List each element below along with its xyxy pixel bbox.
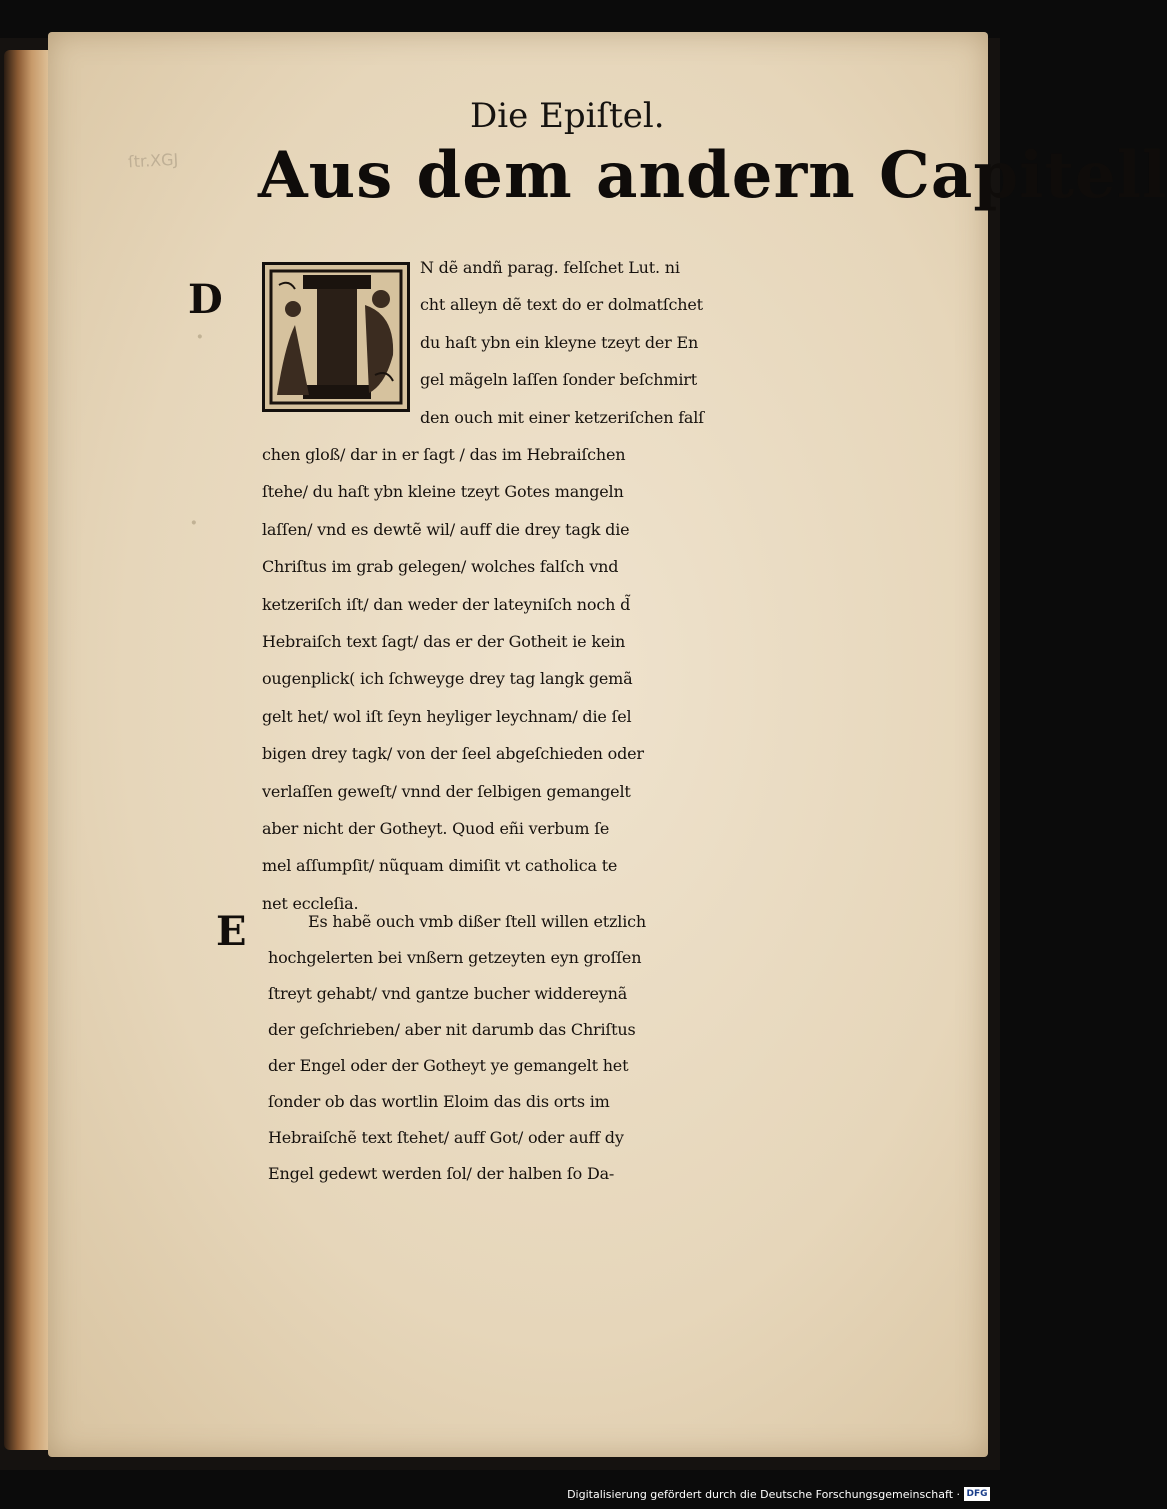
footer-credit: Digitalisierung gefördert durch die Deutsche Forschungsgemeinschaft · [567,1488,960,1501]
text-line: Hebraiſchẽ text ſtehet/ auff Got/ oder auff dy [268,1128,624,1147]
text-line: Hebraiſch text ſagt/ das er der Gotheit ie kein [262,632,626,651]
page-edge [4,50,50,1450]
running-head: Die Epiſtel. [470,96,665,136]
text-line: chen gloß/ dar in er ſagt / das im Hebraiſchen [262,445,626,464]
decorated-initial-i [262,262,410,412]
dfg-logo: DFG [964,1487,990,1501]
margin-mark-faint: · [190,510,198,536]
text-line: gel mãgeln laſſen ſonder beſchmirt [420,370,697,390]
text-line: ketzeriſch iſt/ dan weder der lateyniſch noch d̃ [262,594,631,614]
margin-mark-faint: · [196,324,204,350]
text-line: du haſt ybn ein kleyne tzeyt der En [420,332,699,352]
text-line: Chriſtus im grab gelegen/ wolches falſch vnd [262,557,619,577]
margin-mark-e: E [216,908,247,955]
text-line: den ouch mit einer ketzeriſchen falſ [420,407,704,427]
margin-mark-d: D [188,276,223,323]
text-line: der geſchrieben/ aber nit darumb das Chriſtus [268,1020,636,1039]
text-line: N dẽ andñ parag. felſchet Lut. ni [420,258,680,277]
text-line: mel aſſumpſit/ nũquam dimiſit vt catholica te [262,856,618,876]
chapter-title: Aus dem andern Capitell [258,138,1167,213]
text-line: ſonder ob das wortlin Eloim das dis orts im [268,1092,610,1111]
text-line: Es habẽ ouch vmb dißer ſtell willen etzlich [308,912,646,931]
library-stamp: ſtr.XGJ [127,149,179,172]
text-line: ougenplick( ich ſchweyge drey tag langk gemã [262,669,633,689]
text-line: laſſen/ vnd es dewtẽ wil/ auff die drey tagk die [262,519,630,539]
text-line: cht alleyn dẽ text do er dolmatſchet [420,295,703,315]
text-line: der Engel oder der Gotheyt ye gemangelt het [268,1056,629,1075]
text-line: net eccleſia. [262,893,359,913]
text-line: gelt het/ wol iſt ſeyn heyliger leychnam/ die ſel [262,706,632,726]
text-line: ſtreyt gehabt/ vnd gantze bucher widdereynã [268,984,628,1003]
text-line: ſtehe/ du haſt ybn kleine tzeyt Gotes mangeln [262,482,624,502]
text-line: bigen drey tagk/ von der ſeel abgeſchieden oder [262,744,644,764]
text-line: verlaſſen geweſt/ vnnd der ſelbigen gemangelt [262,781,631,801]
text-line: aber nicht der Gotheyt. Quod eñi verbum ſe [262,819,610,838]
woodcut-initial-icon [265,265,407,409]
text-line: hochgelerten bei vnßern getzeyten eyn groſſen [268,948,642,967]
text-line: Engel gedewt werden ſol/ der halben ſo Da- [268,1164,615,1183]
